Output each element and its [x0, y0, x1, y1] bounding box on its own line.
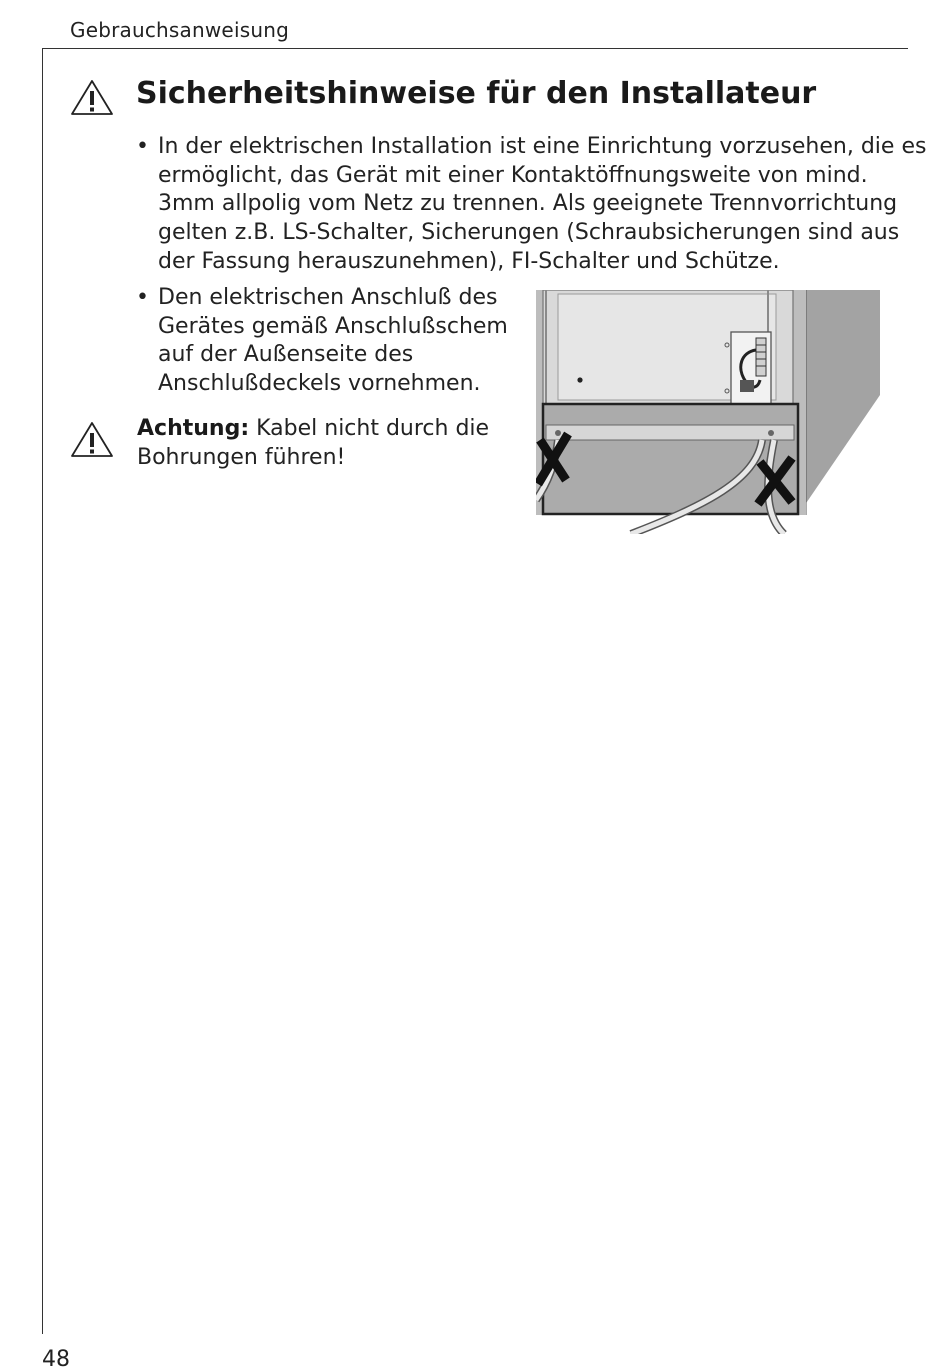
bullet-line: gelten z.B. LS-Schalter, Sicherungen (Schraubsicherungen sind aus [158, 220, 900, 246]
bullet-dot: • [136, 134, 149, 159]
bullet-line: Den elektrischen Anschluß des [158, 285, 498, 310]
bullet-line: der Fassung herauszunehmen), FI-Schalter und Schütze. [158, 248, 780, 274]
page-number: 48 [42, 1347, 70, 1372]
running-head: Gebrauchsanweisung [70, 18, 289, 42]
caution-text: Bohrungen führen! [137, 445, 346, 470]
caution-label: Achtung: [137, 416, 250, 441]
bullet-dot: • [136, 285, 149, 310]
section-title: Sicherheitshinweise für den Installateur [136, 76, 817, 111]
appliance-connection-illustration [536, 290, 880, 534]
bullet-line: auf der Außenseite des [158, 342, 414, 368]
caution-text: Kabel nicht durch die [249, 416, 490, 441]
warning-triangle-icon [70, 79, 114, 117]
bullet-connection-scheme [136, 284, 508, 399]
bullet-line: 3mm allpolig vom Netz zu trennen. Als geeignete Trennvorrichtung [158, 191, 898, 217]
bullet-line: ermöglicht, das Gerät mit einer Kontaktöffnungsweite von mind. [158, 162, 868, 188]
bullet-line: In der elektrischen Installation ist eine Einrichtung vorzusehen, die es [158, 134, 927, 159]
margin-rule [42, 48, 43, 1334]
header-rule [42, 48, 908, 49]
warning-triangle-icon [70, 421, 114, 459]
caution-note [137, 414, 489, 472]
bullet-line: Anschlußdeckels vornehmen. [158, 371, 481, 397]
bullet-line: Gerätes gemäß Anschlußschem [158, 313, 508, 339]
bullet-disconnect-device [136, 133, 926, 277]
